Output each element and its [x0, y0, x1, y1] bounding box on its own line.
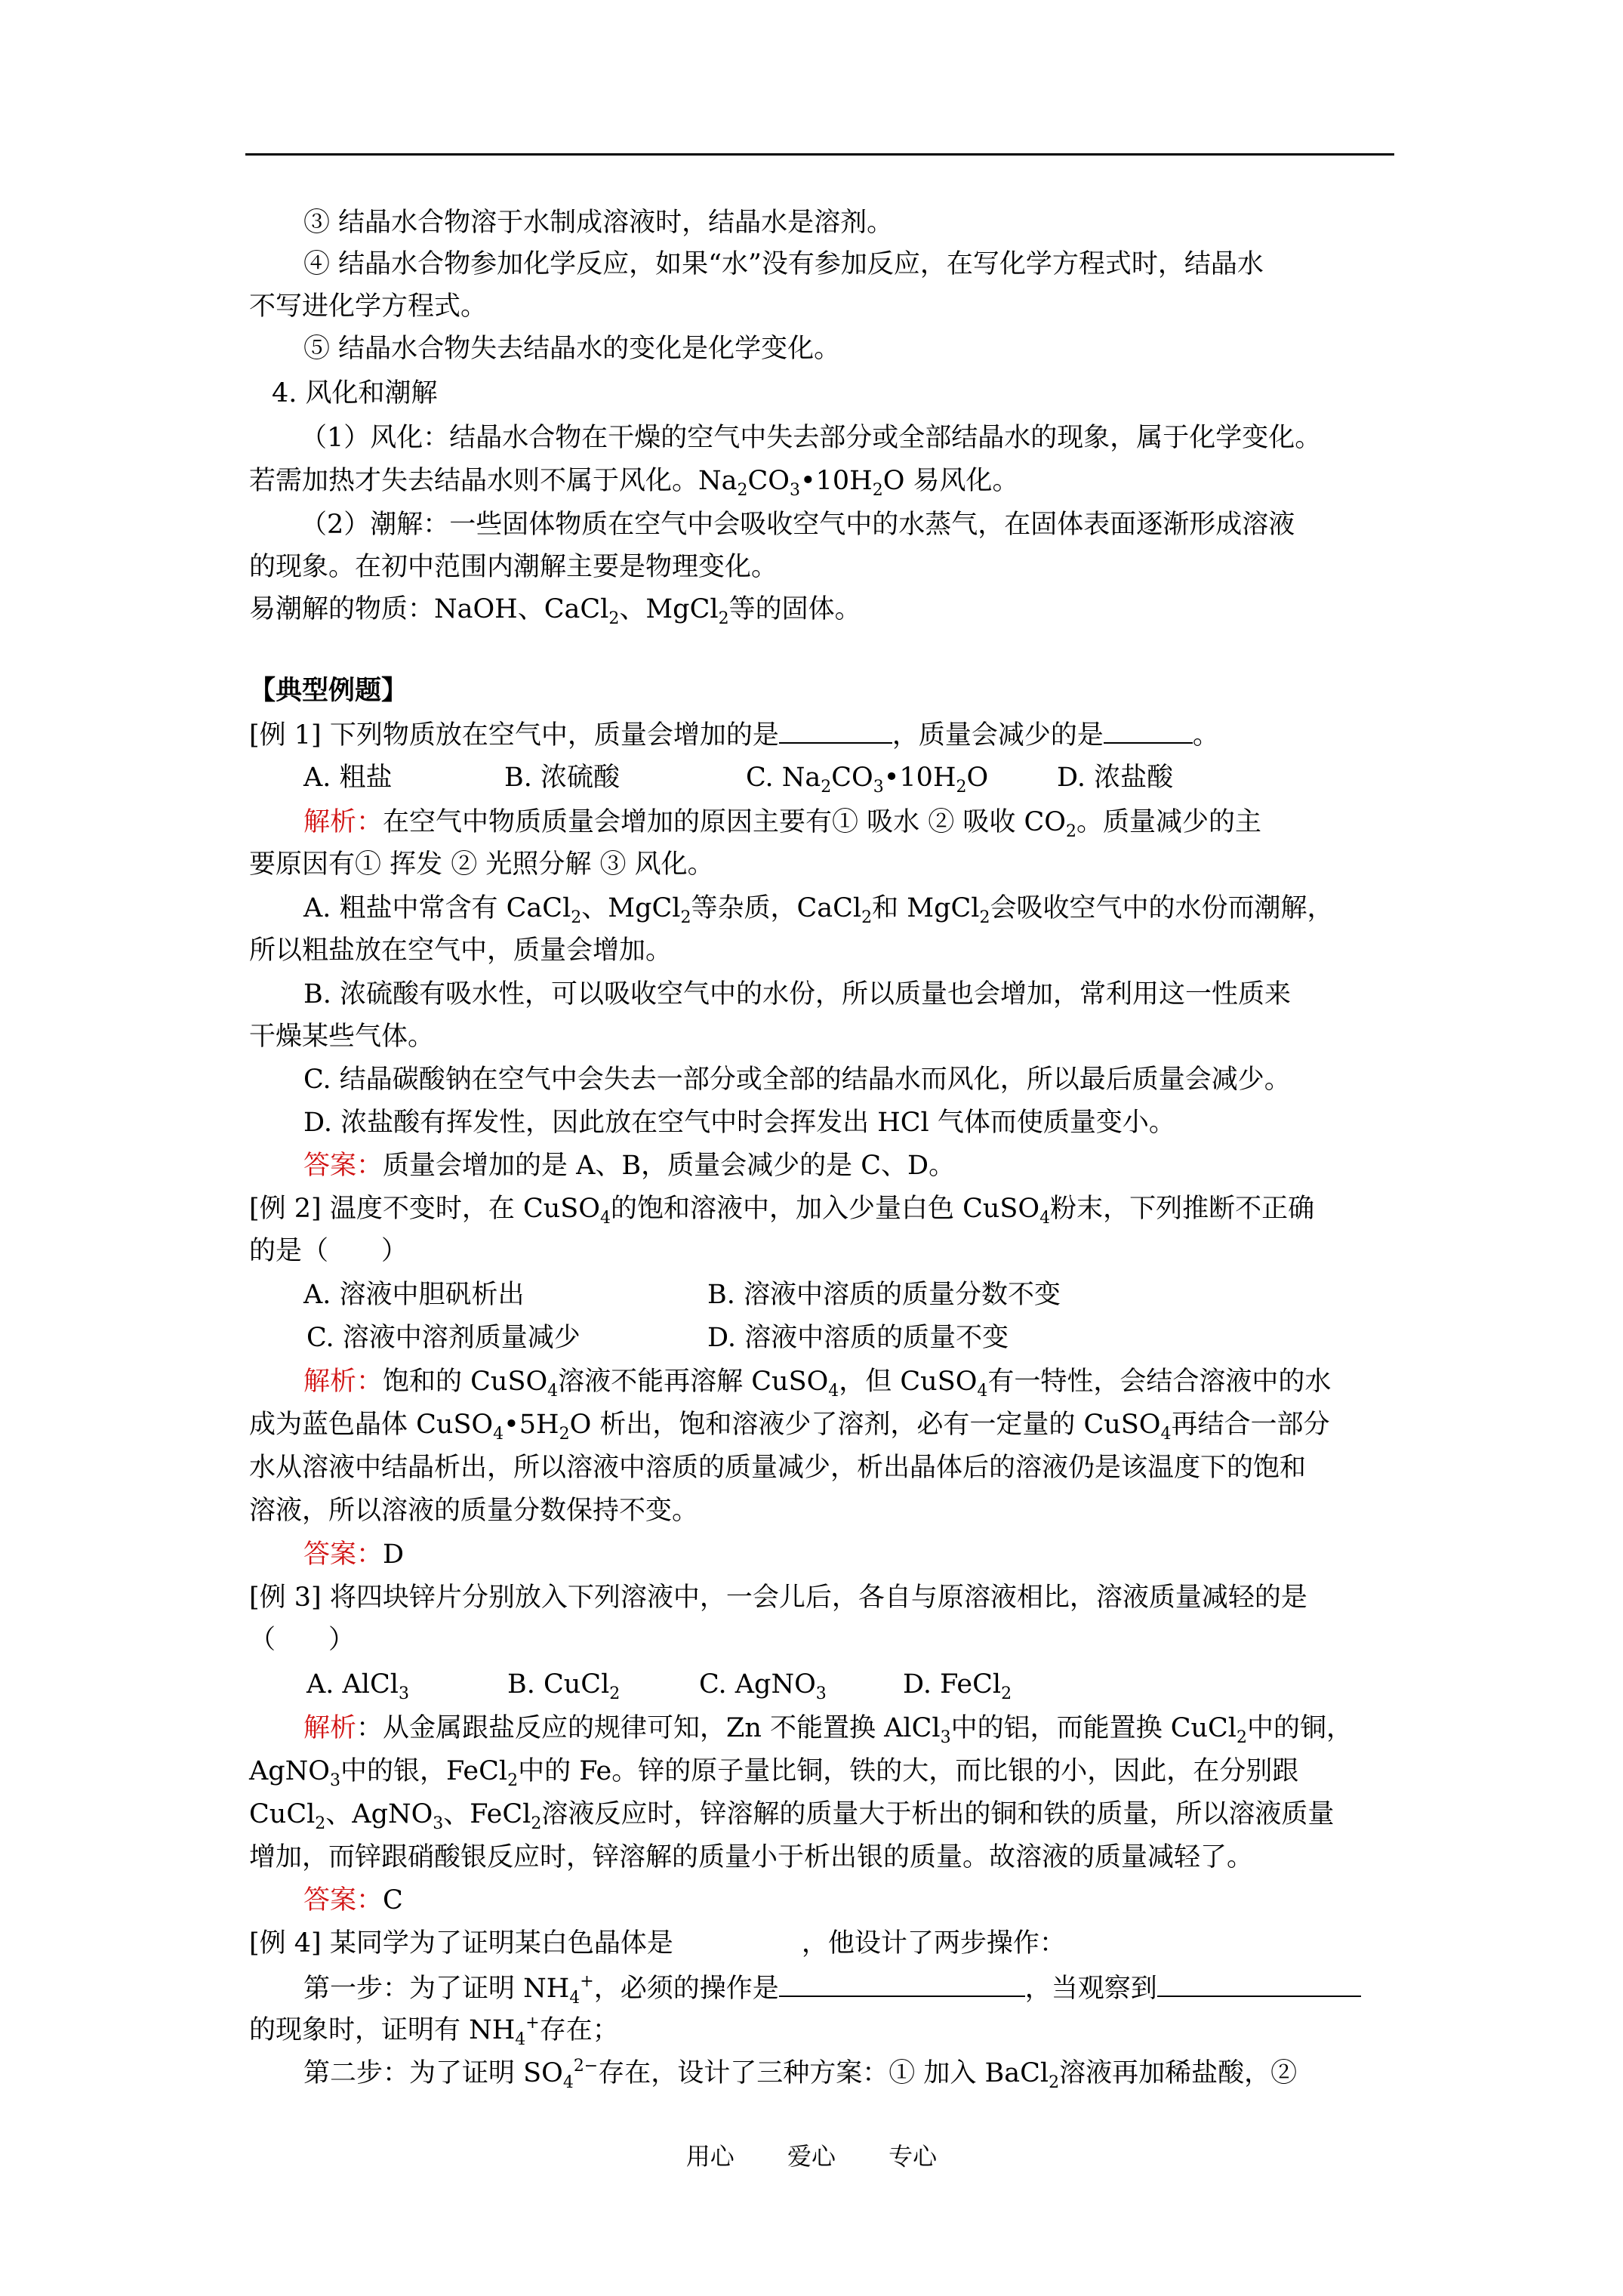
example-2-question-line-1: [例 2] 温度不变时，在 CuSO$_4$的饱和溶液中，加入少量白色 CuSO$_4$粉末，下列推断不正确 — [249, 1194, 1315, 1228]
example-1-analysis-line-2: 要原因有① 挥发 ② 光照分解 ③ 风化。 — [249, 849, 714, 880]
deliquescence-line-2: 的现象。在初中范围内潮解主要是物理变化。 — [249, 552, 778, 582]
analysis-label: 解析： — [303, 1367, 383, 1397]
example-4-step-2: 第二步：为了证明 $SO_4^{2-}$存在，设计了三种方案：① 加入 BaCl$_2$溶液再加稀盐酸，② — [303, 2057, 1298, 2092]
example-4-question: [例 4] 某同学为了证明某白色晶体是 ，他设计了两步操作： — [249, 1928, 1066, 1959]
note-4-line-1: ④ 结晶水合物参加化学反应，如果“水”没有参加反应，在写化学方程式时，结晶水 — [303, 249, 1264, 279]
example-3-option-c: C. AgNO$_3$ — [699, 1669, 827, 1703]
deliquescence-line-3: 易潮解的物质：NaOH、CaCl$_2$、MgCl$_2$等的固体。 — [249, 594, 861, 628]
example-2-option-c: C. 溶液中溶剂质量减少 — [306, 1323, 581, 1353]
answer-label: 答案： — [303, 1885, 383, 1915]
answer-label: 答案： — [303, 1151, 383, 1181]
example-3-option-a: A. AlCl$_3$ — [306, 1669, 409, 1703]
footer-text-3: 专心 — [888, 2142, 938, 2171]
example-1-option-d: D. 浓盐酸 — [1057, 763, 1174, 793]
footer-text-1: 用心 — [685, 2142, 735, 2171]
example-1-analysis-c: C. 结晶碳酸钠在空气中会失去一部分或全部的结晶水而风化，所以最后质量会减少。 — [303, 1065, 1291, 1095]
example-2-analysis-line-1: 解析：饱和的 CuSO$_4$溶液不能再溶解 CuSO$_4$，但 CuSO$_4$有一特性，会结合溶液中的水 — [303, 1367, 1332, 1401]
example-2-analysis-line-2: 成为蓝色晶体 $CuSO_4•5H_2O$ 析出，饱和溶液少了溶剂，必有一定量的 CuSO$_4$再结合一部分 — [249, 1410, 1330, 1444]
example-1-analysis-b-line-2: 干燥某些气体。 — [249, 1022, 435, 1052]
example-4-step-1: 第一步：为了证明 $NH_4^+$，必须的操作是 ，当观察到 — [303, 1974, 1361, 2002]
example-2-answer: 答案：D — [303, 1539, 405, 1570]
example-1-analysis-line-1: 解析：在空气中物质质量会增加的原因主要有① 吸水 ② 吸收 $CO_2$。质量减少的主 — [303, 807, 1262, 841]
example-1-option-c: C. $Na_2CO_3•10H_2O$ — [746, 763, 989, 797]
section-4-heading: 4. 风化和潮解 — [272, 378, 438, 408]
analysis-label: 解析： — [303, 807, 383, 837]
example-3-analysis-line-3: CuCl$_2$、AgNO$_3$、FeCl$_2$溶液反应时，锌溶解的质量大于析出的铜和铁的质量，所以溶液质量 — [249, 1799, 1335, 1833]
example-1-option-a: A. 粗盐 — [303, 763, 393, 793]
example-1-analysis-b-line-1: B. 浓硫酸有吸水性，可以吸收空气中的水份，所以质量也会增加，常利用这一性质来 — [303, 979, 1291, 1009]
deliquescence-line-1: （2）潮解：一些固体物质在空气中会吸收空气中的水蒸气，在固体表面逐渐形成溶液 — [300, 510, 1295, 540]
note-3: ③ 结晶水合物溶于水制成溶液时，结晶水是溶剂。 — [303, 208, 894, 238]
footer-text-2: 爱心 — [787, 2142, 836, 2171]
example-1-option-b: B. 浓硫酸 — [504, 763, 620, 793]
example-3-option-d: D. FeCl$_2$ — [903, 1669, 1012, 1703]
efflorescence-line-1: （1）风化：结晶水合物在干燥的空气中失去部分或全部结晶水的现象，属于化学变化。 — [300, 423, 1322, 453]
example-1-analysis-d: D. 浓盐酸有挥发性，因此放在空气中时会挥发出 HCl 气体而使质量变小。 — [303, 1108, 1175, 1138]
example-2-option-a: A. 溶液中胆矾析出 — [303, 1280, 525, 1310]
efflorescence-line-2: 若需加热才失去结晶水则不属于风化。$Na_2CO_3•10H_2O$ 易风化。 — [249, 466, 1019, 500]
example-2-option-d: D. 溶液中溶质的质量不变 — [707, 1323, 1009, 1353]
example-3-analysis-line-1: 解析：从金属跟盐反应的规律可知，Zn 不能置换 AlCl$_3$中的铝，而能置换 CuCl$_2$中的铜， — [303, 1713, 1354, 1747]
example-2-analysis-line-3: 水从溶液中结晶析出，所以溶液中溶质的质量减少，析出晶体后的溶液仍是该温度下的饱和 — [249, 1453, 1307, 1483]
example-1-question: [例 1] 下列物质放在空气中，质量会增加的是 ，质量会减少的是 。 — [249, 720, 1219, 750]
example-2-question-line-2: 的是（ ） — [249, 1236, 408, 1266]
example-1-answer: 答案：质量会增加的是 A、B，质量会减少的是 C、D。 — [303, 1151, 956, 1181]
example-3-question-line-2: （ ） — [249, 1625, 356, 1655]
note-4-line-2: 不写进化学方程式。 — [249, 291, 488, 322]
note-5: ⑤ 结晶水合物失去结晶水的变化是化学变化。 — [303, 334, 841, 364]
section-title: 【典型例题】 — [249, 675, 408, 706]
answer-label: 答案： — [303, 1539, 383, 1570]
example-3-option-b: B. CuCl$_2$ — [507, 1669, 621, 1703]
header-rule — [245, 153, 1394, 156]
example-3-answer: 答案：C — [303, 1885, 403, 1915]
example-1-analysis-a-line-2: 所以粗盐放在空气中，质量会增加。 — [249, 935, 673, 966]
analysis-label: 解析 — [303, 1713, 357, 1743]
example-3-analysis-line-2: AgNO$_3$中的银，FeCl$_2$中的 Fe。锌的原子量比铜，铁的大，而比银的小，因此，在分别跟 — [249, 1756, 1299, 1790]
example-3-analysis-line-4: 增加，而锌跟硝酸银反应时，锌溶解的质量小于析出银的质量。故溶液的质量减轻了。 — [249, 1842, 1254, 1872]
example-3-question-line-1: [例 3] 将四块锌片分别放入下列溶液中，一会儿后，各自与原溶液相比，溶液质量减轻的是 — [249, 1583, 1307, 1613]
example-2-option-b: B. 溶液中溶质的质量分数不变 — [707, 1280, 1061, 1310]
example-4-step-1-line-2: 的现象时，证明有 $NH_4^+$存在； — [249, 2014, 619, 2049]
page-footer — [0, 2142, 1623, 2171]
example-2-analysis-line-4: 溶液，所以溶液的质量分数保持不变。 — [249, 1496, 699, 1526]
example-1-analysis-a-line-1: A. 粗盐中常含有 CaCl$_2$、MgCl$_2$等杂质，CaCl$_2$和 MgCl$_2$会吸收空气中的水份而潮解， — [303, 893, 1334, 927]
